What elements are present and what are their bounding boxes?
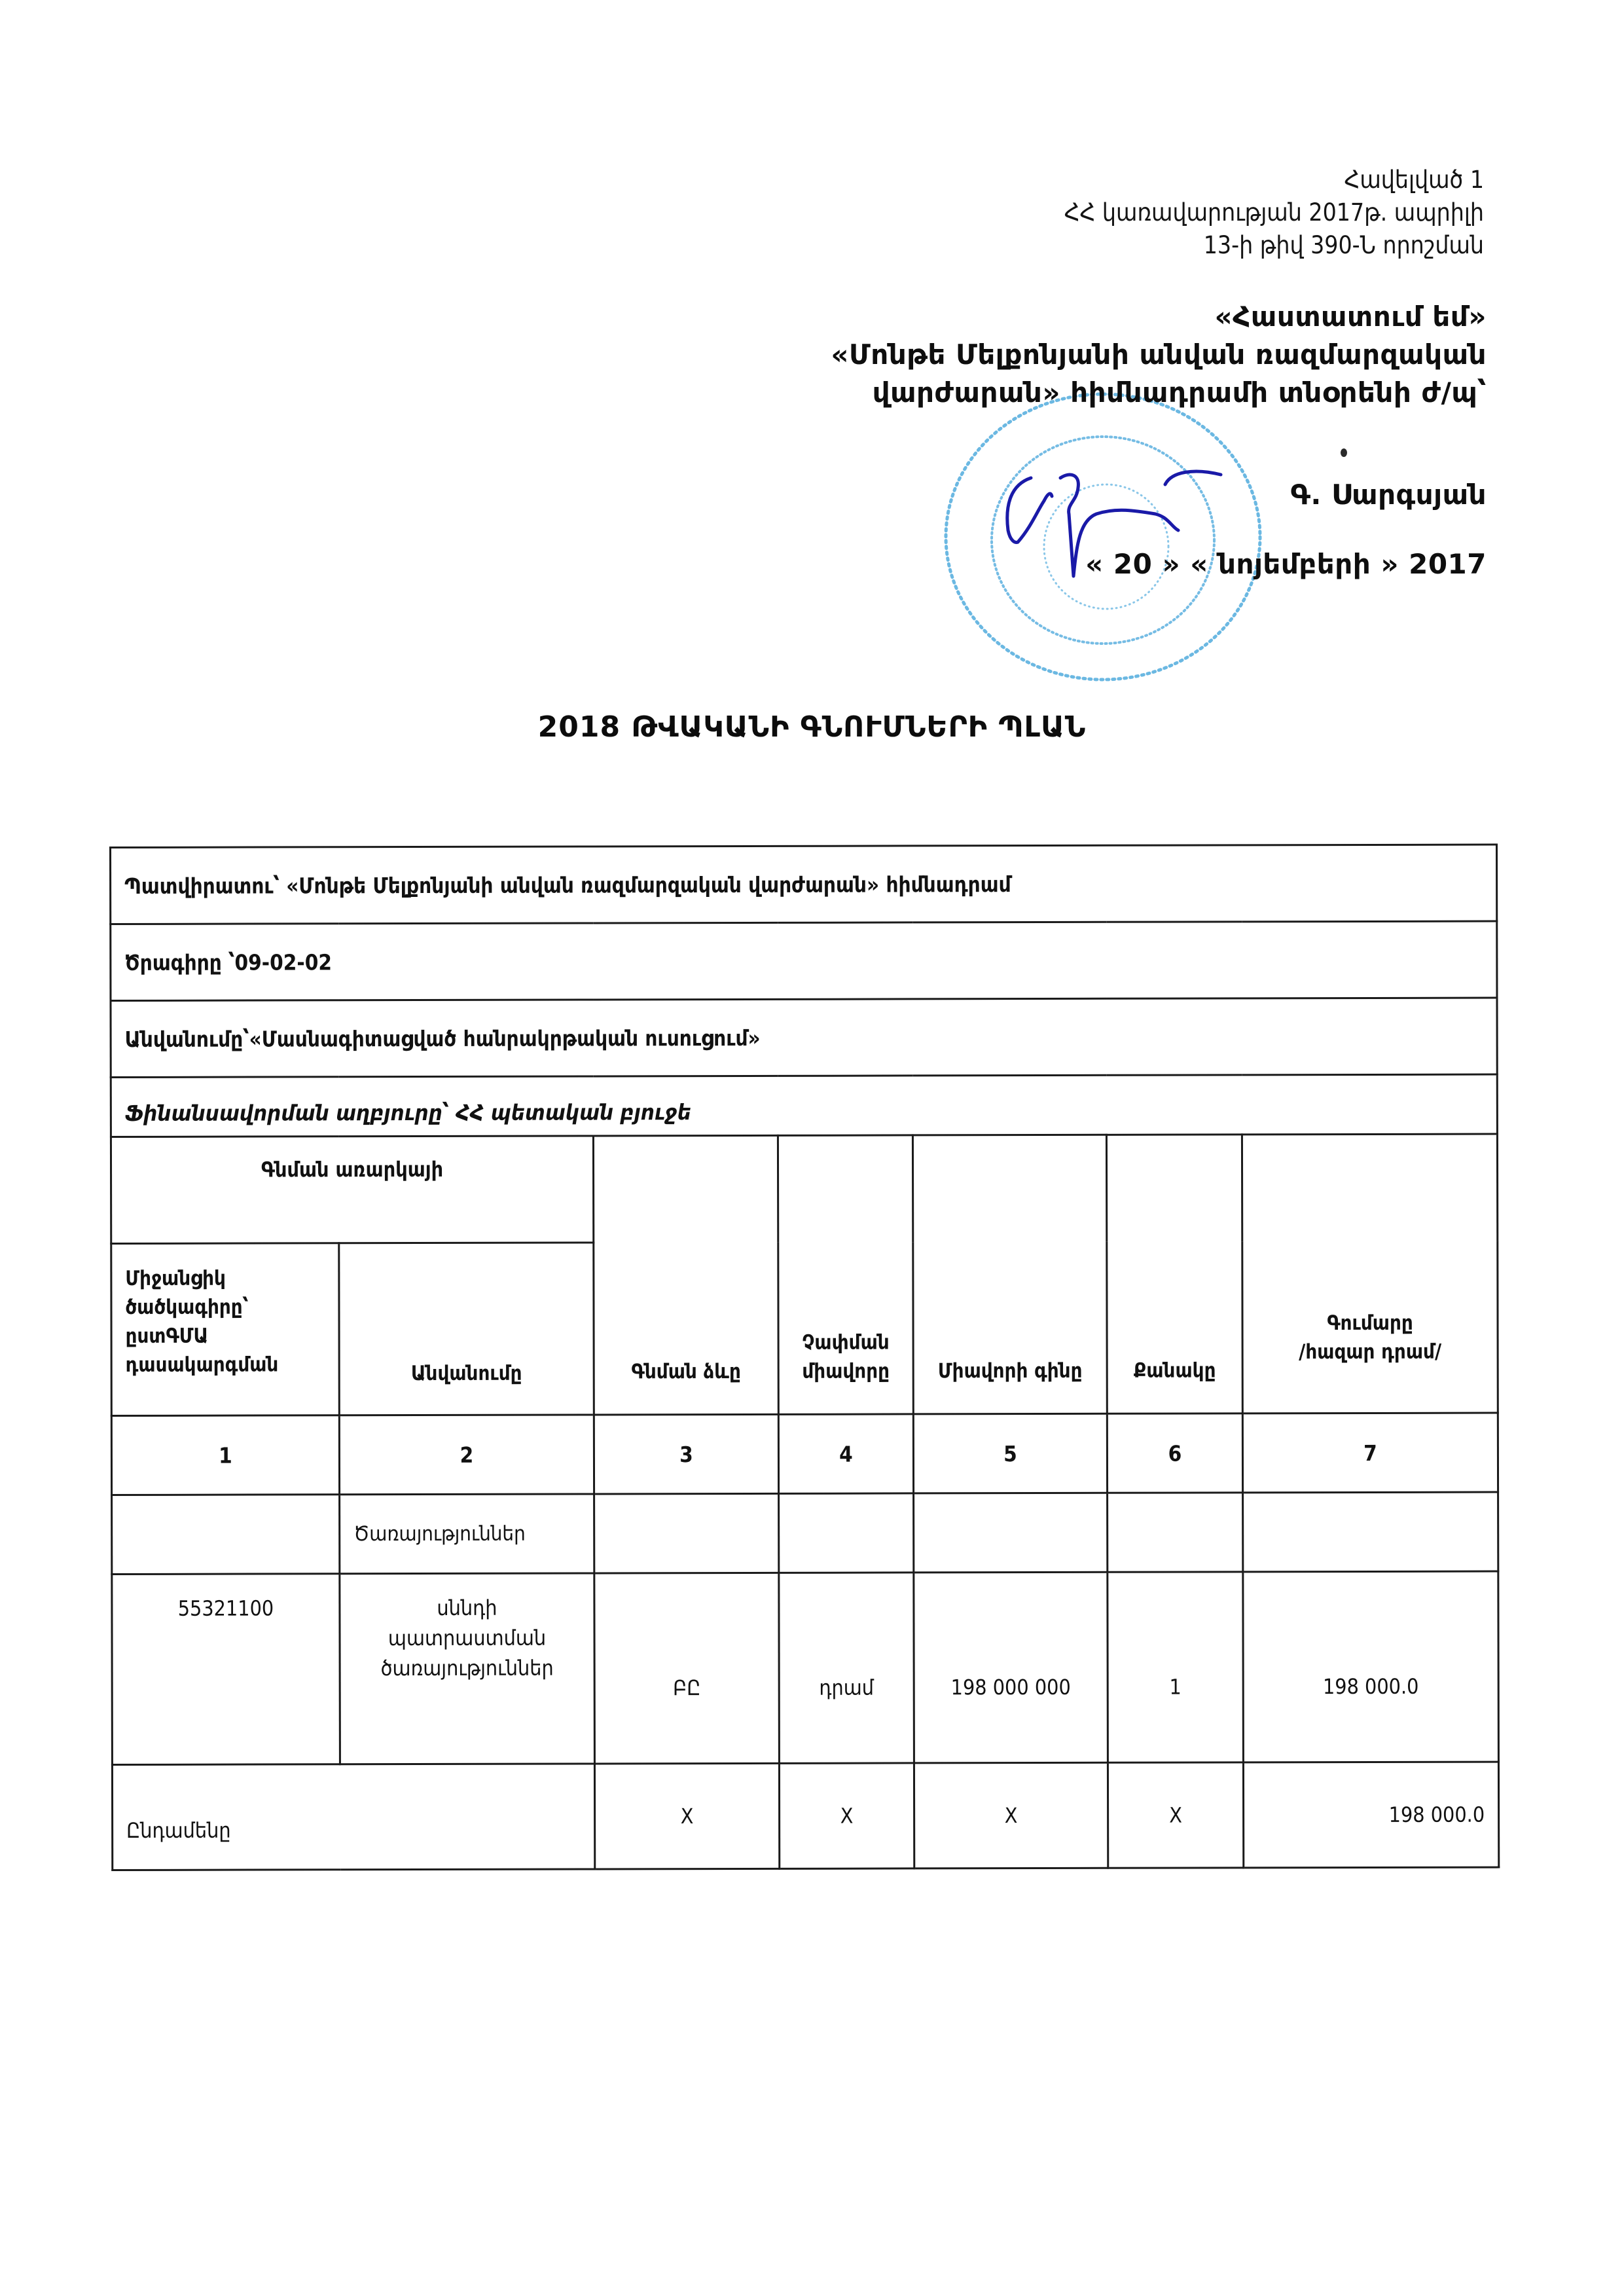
column-number: 5: [913, 1413, 1107, 1493]
scan-speck: [1341, 448, 1347, 457]
column-number: 4: [778, 1414, 913, 1493]
financing-source-cell: Ֆինանսավորման աղբյուրը՝ ՀՀ պետական բյուջե: [111, 1074, 1497, 1137]
column-number: 6: [1107, 1413, 1242, 1493]
approve-label: «Հաստատում եմ»: [1214, 301, 1487, 333]
item-amount: 198 000.0: [1243, 1571, 1499, 1762]
item-code: 55321100: [112, 1574, 340, 1765]
column-number: 3: [594, 1414, 778, 1494]
category-row: [112, 1492, 1498, 1574]
header-name: Անվանումը: [339, 1243, 594, 1415]
table-row: [112, 1571, 1499, 1764]
header-amount: Գումարը /հազար դրամ/: [1242, 1134, 1498, 1413]
header-quantity: Քանակը: [1106, 1135, 1242, 1413]
item-unit-price: 198 000 000: [914, 1572, 1108, 1763]
customer-cell: Պատվիրատու՝ «Մոնթե Մելքոնյանի անվան ռազմարզական վարժարան» հիմնադրամ: [111, 845, 1497, 924]
organization-line-2: վարժարան» հիմնադրամի տնօրենի ժ/պ՝: [872, 376, 1487, 409]
header-unit-price: Միավորի գինը: [912, 1135, 1107, 1414]
column-number: 7: [1242, 1413, 1498, 1493]
total-unit-price: X: [914, 1762, 1108, 1868]
header-procurement-method: Գնման ձևը: [593, 1135, 778, 1415]
program-name-cell: Անվանումը՝«Մասնագիտացված հանրակրթական ուսուցում»: [111, 998, 1497, 1077]
item-quantity: 1: [1108, 1572, 1244, 1762]
document-title: 2018 ԹՎԱԿԱՆԻ ԳՆՈՒՄՆԵՐԻ ՊԼԱՆ: [537, 710, 1087, 744]
approval-date: « 20 » « նոյեմբերի » 2017: [1085, 548, 1487, 580]
category-label: Ծառայություններ: [340, 1494, 594, 1574]
annex-note: [1064, 164, 1484, 262]
procurement-plan-table: [109, 844, 1498, 1871]
organization-line-1: «Մոնթե Մելքոնյանի անվան ռազմարզական: [831, 338, 1487, 371]
column-number-row: [111, 1413, 1498, 1495]
signer-name: Գ. Սարգսյան: [1290, 479, 1487, 511]
procurement-subject-header: Գնման առարկայի: [111, 1136, 593, 1244]
column-number: 2: [339, 1415, 594, 1495]
annex-decree-number: 13-ի թիվ 390-Ն որոշման: [1203, 231, 1484, 259]
total-label: Ընդամենը: [112, 1764, 594, 1870]
item-name: սննդի պատրաստման ծառայություններ: [340, 1573, 595, 1764]
total-amount: 198 000.0: [1243, 1762, 1498, 1868]
item-method: ԲԸ: [594, 1573, 780, 1764]
header-unit: Չափման միավորը: [778, 1135, 913, 1414]
total-unit: X: [779, 1763, 914, 1868]
program-cell: Ծրագիրը ՝09-02-02: [111, 921, 1497, 1000]
total-method: X: [594, 1763, 779, 1869]
annex-decree-line: ՀՀ կառավարության 2017թ. ապրիլի: [1064, 198, 1484, 227]
item-unit: դրամ: [779, 1573, 914, 1763]
total-quantity: X: [1108, 1762, 1243, 1868]
approval-block: [831, 298, 1487, 583]
header-cpv-code: Միջանցիկ ծածկագիրը՝ ըստԳՄԱ դասակարգման: [111, 1243, 340, 1416]
column-number: 1: [111, 1415, 339, 1495]
annex-number: Հավելված 1: [1344, 166, 1484, 194]
total-row: [112, 1762, 1498, 1870]
